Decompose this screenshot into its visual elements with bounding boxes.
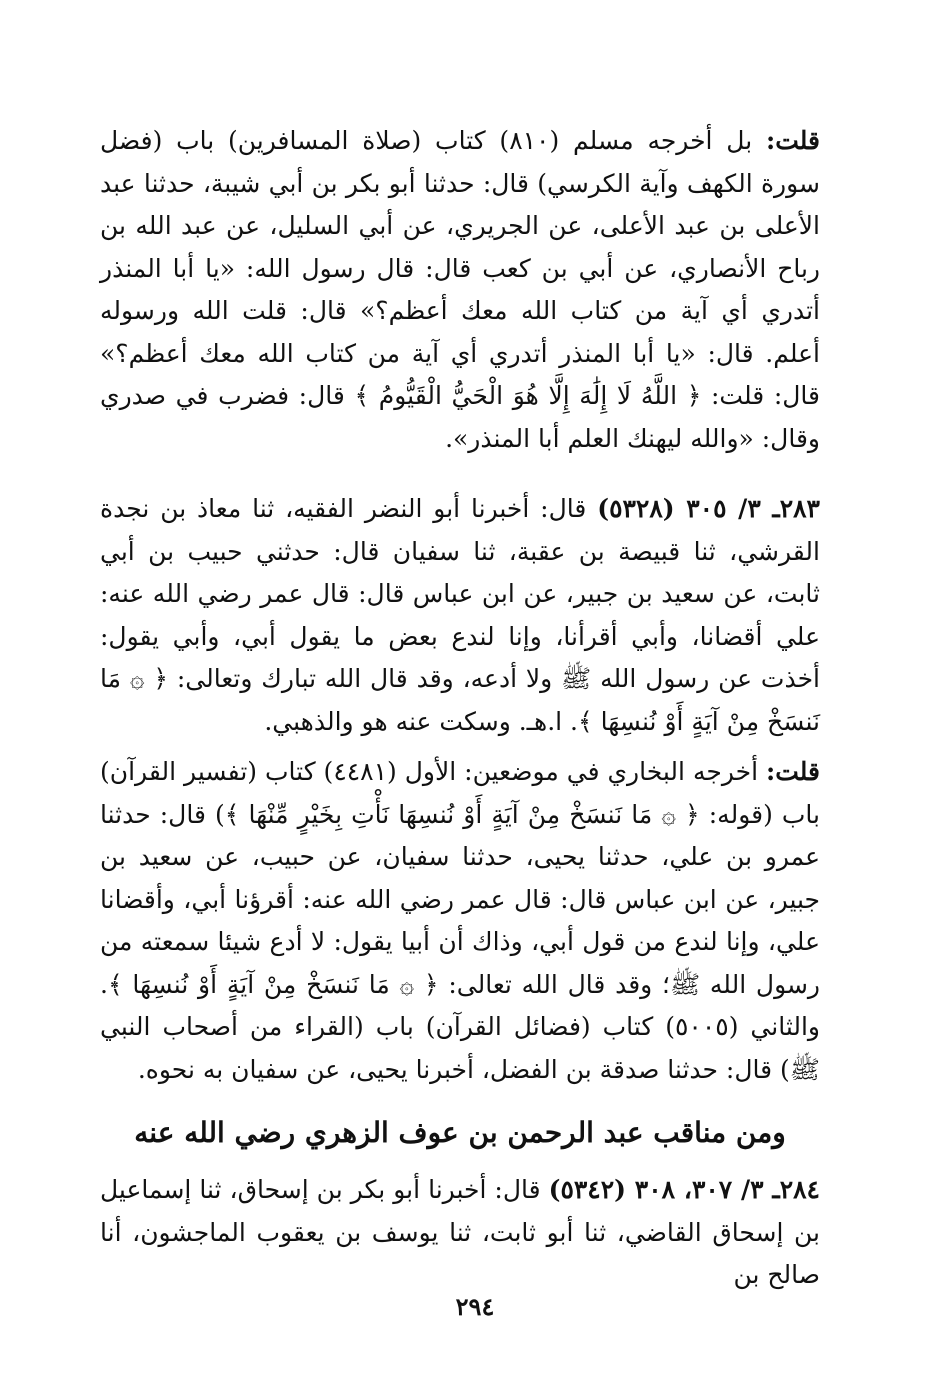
paragraph-text: قال: أخبرنا أبو النضر الفقيه، ثنا معاذ بن نجدة القرشي، ثنا قبيصة بن عقبة، ثنا سفيان قال: حدثني حبيب بن أبي ثابت، عن سعيد بن جبير، عن ابن عباس قال: قال عمر رضي الله عنه: علي أقضانا، وأبي أقرأنا، وإنا لندع بعض ما يقول أبي، وأبي يقول: أخذت عن رسول الله ﷺ ولا أدعه، وقد قال الله تبارك وتعالى: ﴿ ۞ مَا نَنسَخْ مِنْ آيَةٍ أَوْ نُنسِهَا ﴾. ا.هـ. وسكت عنه هو والذهبي. xyxy=(100,494,820,736)
paragraph-muslim-note xyxy=(100,120,820,460)
paragraph-lead: قلت: xyxy=(765,757,820,786)
paragraph-hadith-284 xyxy=(100,1169,820,1297)
paragraph-hadith-283 xyxy=(100,488,820,743)
section-heading: ومن مناقب عبد الرحمن بن عوف الزهري رضي الله عنه xyxy=(134,1116,786,1149)
spacer xyxy=(100,460,820,488)
hadith-number: ٢٨٣ـ ٣/ ٣٠٥ (٥٣٢٨) xyxy=(597,494,820,523)
paragraph-text: أخرجه البخاري في موضعين: الأول (٤٤٨١) كتاب (تفسير القرآن) باب (قوله: ﴿ ۞ مَا نَنسَخْ مِنْ آيَةٍ أَوْ نُنسِهَا نَأْتِ بِخَيْرٍ مِّنْهَا ﴾) قال: حدثنا عمرو بن علي، حدثنا يحيى، حدثنا سفيان، عن حبيب، عن سعيد بن جبير، عن ابن عباس قال: قال عمر رضي الله عنه: أقرؤنا أبي، وأقضانا علي، وإنا لندع من قول أبي، وذاك أن أبيا يقول: لا أدع شيئا سمعته من رسول الله ﷺ؛ وقد قال الله تعالى: ﴿ ۞ مَا نَنسَخْ مِنْ آيَةٍ أَوْ نُنسِهَا ﴾. والثاني (٥٠٠٥) كتاب (فضائل القرآن) باب (القراء من أصحاب النبي ﷺ) قال: حدثنا صدقة بن الفضل، أخبرنا يحيى، عن سفيان به نحوه. xyxy=(100,757,820,1084)
page-body xyxy=(100,120,820,1297)
paragraph-text: قال: أخبرنا أبو بكر بن إسحاق، ثنا إسماعيل بن إسحاق القاضي، ثنا أبو ثابت، ثنا يوسف بن يعقوب الماجشون، أنا صالح بن xyxy=(100,1175,820,1289)
spacer xyxy=(100,743,820,751)
paragraph-bukhari-note xyxy=(100,751,820,1091)
paragraph-text: بل أخرجه مسلم (٨١٠) كتاب (صلاة المسافرين) باب (فضل سورة الكهف وآية الكرسي) قال: حدثنا أبو بكر بن أبي شيبة، حدثنا عبد الأعلى بن عبد الأعلى، عن الجريري، عن أبي السليل، عن عبد الله بن رباح الأنصاري، عن أبي بن كعب قال: قال رسول الله: «يا أبا المنذر أتدري أي آية من كتاب الله معك أعظم؟» قال: قلت الله ورسوله أعلم. قال: «يا أبا المنذر أتدري أي آية من كتاب الله معك أعظم؟» قال: قلت: ﴿ اللَّهُ لَا إِلَٰهَ إِلَّا هُوَ الْحَيُّ الْقَيُّومُ ﴾ قال: فضرب في صدري وقال: «والله ليهنك العلم أبا المنذر». xyxy=(100,126,820,453)
page-number: ٢٩٤ xyxy=(455,1292,495,1321)
paragraph-lead: قلت: xyxy=(765,126,820,155)
hadith-number: ٢٨٤ـ ٣/ ٣٠٧، ٣٠٨ (٥٣٤٢) xyxy=(548,1175,820,1204)
